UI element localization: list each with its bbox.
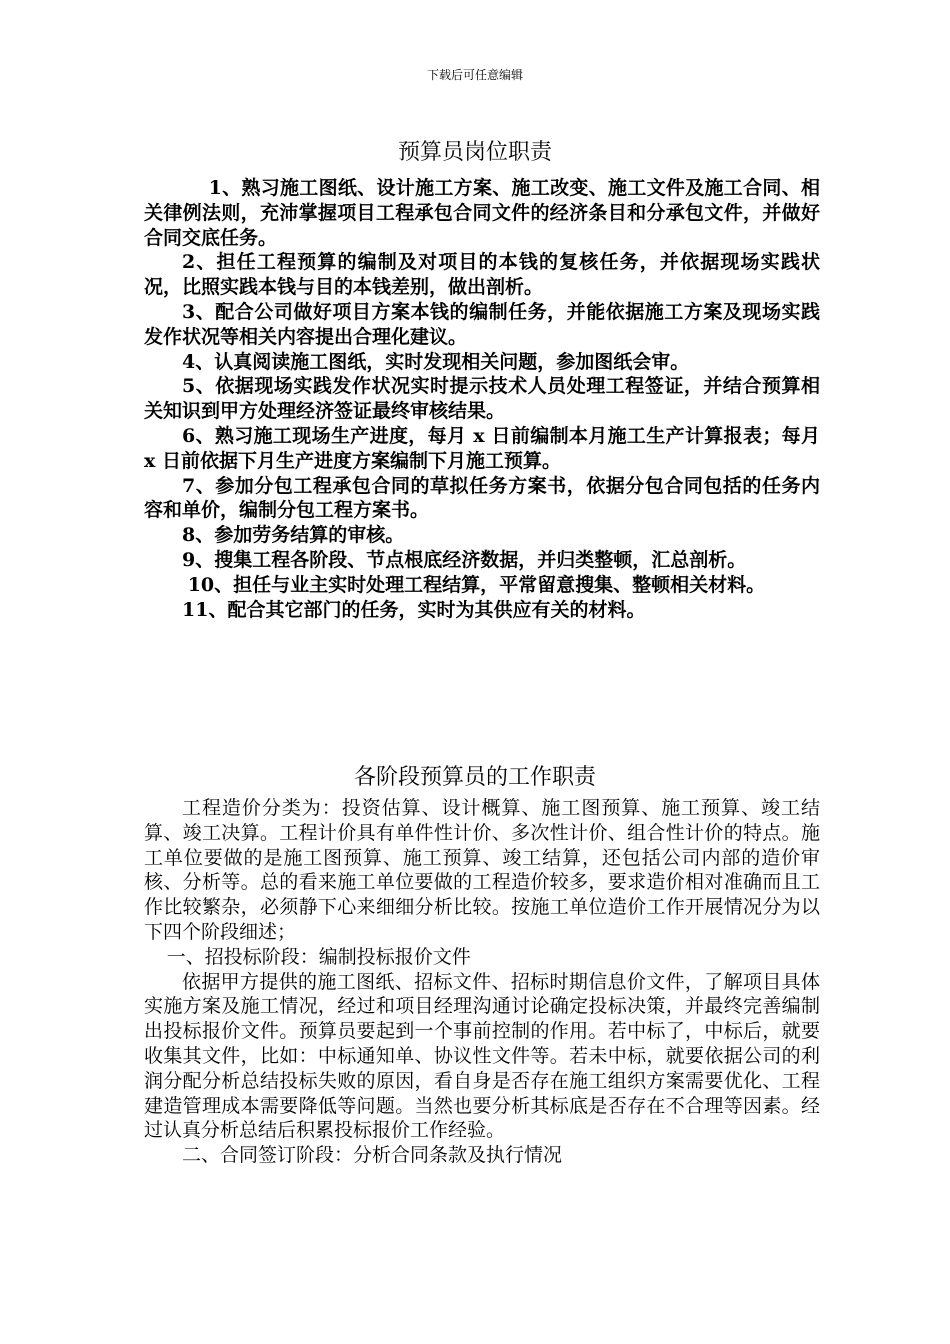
section2-body xyxy=(144,796,820,1168)
stage1-text: 依据甲方提供的施工图纸、招标文件、招标时期信息价文件，了解项目具体实施方案及施工情况，经过和项目经理沟通讨论确定投标决策，并最终完善编制出投标报价文件。预算员要起到一个事前控制的作用。若中标了，中标后，就要收集其文件，比如：中标通知单、协议性文件等。若未中标，就要依据公司的利润分配分析总结投标失败的原因，看自身是否存在施工组织方案需要优化、工程建造管理成本需要降低等问题。当然也要分析其标底是否存在不合理等因素。经过认真分析总结后积累投标报价工作经验。 xyxy=(144,970,820,1142)
duty-item: 9、搜集工程各阶段、节点根底经济数据，并归类整顿，汇总剖析。 xyxy=(182,548,747,571)
duty-item: 10、担任与业主实时处理工程结算，平常留意搜集、整顿相关材料。 xyxy=(187,573,766,596)
duty-item: 6、熟习施工现场生产进度，每月 x 日前编制本月施工生产计算报表；每月 x 日前依据下月生产进度方案编制下月施工预算。 xyxy=(144,424,820,472)
section2-intro: 工程造价分类为：投资估算、设计概算、施工图预算、施工预算、竣工结算、竣工决算。工程计价具有单件性计价、多次性计价、组合性计价的特点。施工单位要做的是施工图预算、施工预算、竣工结算，还包括公司内部的造价审核、分析等。总的看来施工单位要做的工程造价较多，要求造价相对准确而且工作比较繁杂，必须静下心来细细分析比较。按施工单位造价工作开展情况分为以下四个阶段细述； xyxy=(144,797,820,943)
section2-title: 各阶段预算员的工作职责 xyxy=(353,765,596,790)
page-header-note: 下载后可任意编辑 xyxy=(426,68,523,82)
duty-item: 7、参加分包工程承包合同的草拟任务方案书，依据分包合同包括的任务内容和单价，编制分包工程方案书。 xyxy=(144,474,820,522)
duty-item: 3、配合公司做好项目方案本钱的编制任务，并能依据施工方案及现场实践发作状况等相关内容提出合理化建议。 xyxy=(144,300,820,348)
duty-item: 11、配合其它部门的任务，实时为其供应有关的材料。 xyxy=(182,598,646,621)
stage1-heading: 一、招投标阶段：编制投标报价文件 xyxy=(166,945,471,968)
stage2-heading: 二、合同签订阶段：分析合同条款及执行情况 xyxy=(182,1144,563,1167)
section1-body xyxy=(144,176,820,622)
duty-item: 4、认真阅读施工图纸，实时发现相关问题，参加图纸会审。 xyxy=(182,350,690,373)
duty-item: 1、熟习施工图纸、设计施工方案、施工改变、施工文件及施工合同、相关律例法则，充沛掌握项目工程承包合同文件的经济条目和分承包文件，并做好合同交底任务。 xyxy=(144,177,820,249)
duty-item: 5、依据现场实践发作状况实时提示技术人员处理工程签证，并结合预算相关知识到甲方处理经济签证最终审核结果。 xyxy=(144,375,820,423)
section1-title: 预算员岗位职责 xyxy=(397,140,552,165)
duty-item: 8、参加劳务结算的审核。 xyxy=(182,524,405,547)
duty-item: 2、担任工程预算的编制及对项目的本钱的复核任务，并依据现场实践状况，比照实践本钱与目的本钱差别，做出剖析。 xyxy=(144,251,820,299)
